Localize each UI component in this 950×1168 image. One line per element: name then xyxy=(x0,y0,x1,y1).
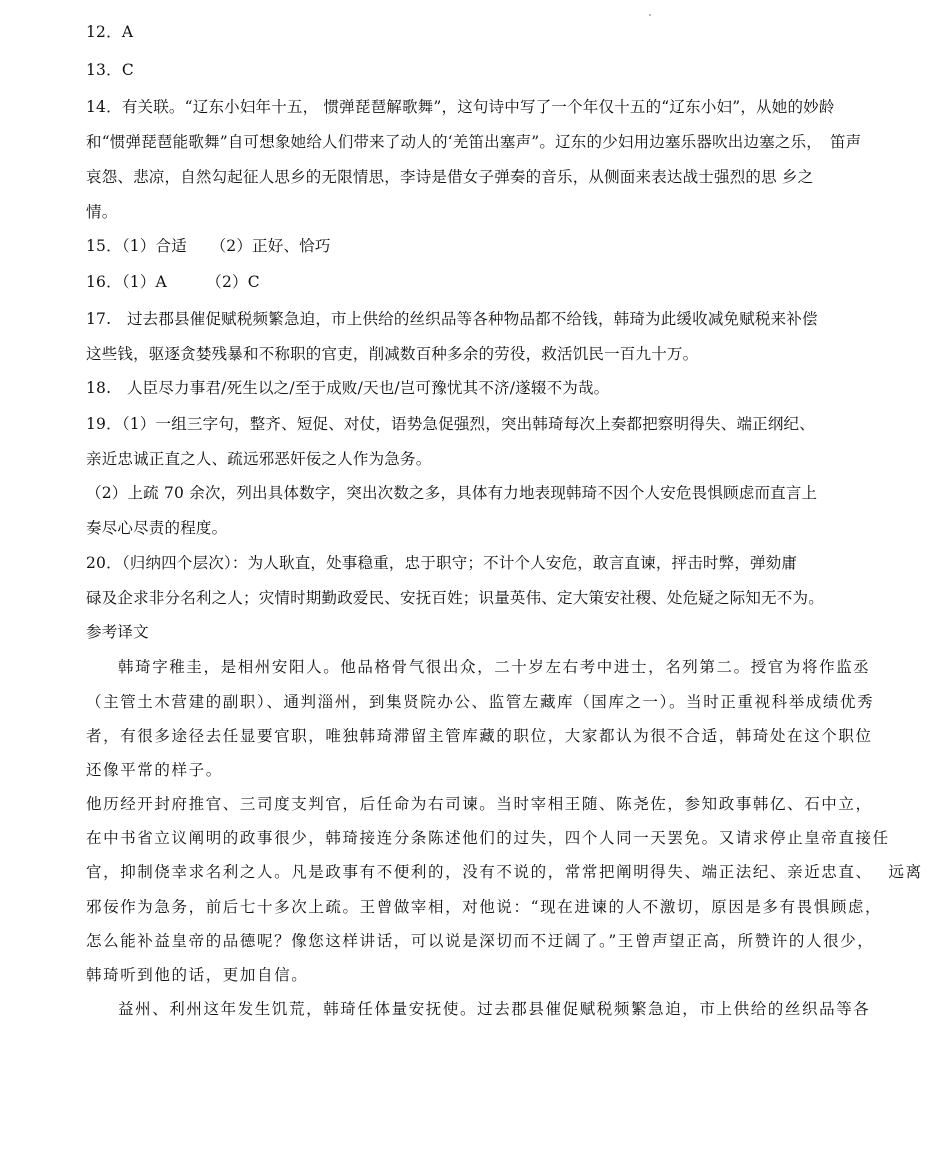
answer-17-line-2: 这些钱，驱逐贪婪残暴和不称职的官吏，削减数百种多余的劳役，救活饥民一百九十万。 xyxy=(86,345,699,363)
answer-19-line-1: 19．（1）一组三字句，整齐、短促、对仗，语势急促强烈，突出韩琦每次上奏都把察明得失、端正纲纪、 xyxy=(86,415,815,433)
answer-16: 16．（1）A （2）C xyxy=(86,273,260,291)
answer-14-line-2: 和“惯弹琵琶能歌舞”自可想象她给人们带来了动人的‘羌笛出塞声”。辽东的少妇用边塞乐器吹出边塞之乐， 笛声 xyxy=(86,133,862,151)
answer-18: 18. 人臣尽力事君/死生以之/至于成败/天也/岂可豫忧其不济/遂辍不为哉。 xyxy=(86,379,610,397)
translation-line-1: 韩琦字稚圭，是相州安阳人。他品格骨气很出众，二十岁左右考中进士，名列第二。授官为将作监丞 xyxy=(118,658,871,676)
translation-line-5: 他历经开封府推官、三司度支判官，后任命为右司谏。当时宰相王随、陈尧佐，参知政事韩亿、石中立， xyxy=(86,795,873,813)
scan-speck xyxy=(649,14,651,16)
translation-line-7: 官，抑制侥幸求名利之人。凡是政事有不便利的，没有不说的，常常把阐明得失、端正法纪、亲近忠直、 远离 xyxy=(86,863,923,881)
answer-19-line-4: 奏尽心尽责的程度。 xyxy=(86,519,228,537)
answer-12: 12．A xyxy=(86,23,134,41)
answer-13: 13．C xyxy=(86,61,134,79)
translation-line-6: 在中书省立议阐明的政事很少，韩琦接连分条陈述他们的过失，四个人同一天罢免。又请求停止皇帝直接任 xyxy=(86,829,890,847)
translation-line-8: 邪佞作为急务，前后七十多次上疏。王曾做宰相，对他说：“现在进谏的人不激切，原因是多有畏惧顾虑， xyxy=(86,898,883,916)
answer-20-line-1: 20．（归纳四个层次）：为人耿直，处事稳重，忠于职守；不计个人安危，敢言直谏，抨击时弊，弹劾庸 xyxy=(86,554,798,572)
answer-17-line-1: 17. 过去郡县催促赋税频繁急迫，市上供给的丝织品等各种物品都不给钱，韩琦为此缓收减免赋税来补偿 xyxy=(86,310,818,328)
translation-line-4: 还像平常的样子。 xyxy=(86,761,223,779)
answer-14-line-1: 14．有关联。“辽东小妇年十五， 惯弹琵琶解歌舞”，这句诗中写了一个年仅十五的“辽东小妇”，从她的妙龄 xyxy=(86,98,835,116)
translation-line-11: 益州、利州这年发生饥荒，韩琦任体量安抚使。过去郡县催促赋税频繁急迫，市上供给的丝织品等各 xyxy=(118,1000,871,1018)
translation-line-10: 韩琦听到他的话，更加自信。 xyxy=(86,966,309,984)
translation-heading: 参考译文 xyxy=(86,623,149,641)
answer-19-line-3: （2）上疏 70 余次，列出具体数字，突出次数之多，具体有力地表现韩琦不因个人安危畏惧顾虑而直言上 xyxy=(86,484,818,502)
answer-19-line-2: 亲近忠诚正直之人、疏远邪恶奸佞之人作为急务。 xyxy=(86,450,432,468)
answer-15: 15．（1）合适 （2）正好、恰巧 xyxy=(86,237,331,255)
answer-14-line-4: 情。 xyxy=(86,203,118,221)
translation-line-3: 者，有很多途径去任显要官职，唯独韩琦滞留主管库藏的职位，大家都认为很不合适，韩琦处在这个职位 xyxy=(86,727,873,745)
translation-line-2: （主管土木营建的副职）、通判淄州，到集贤院办公、监管左藏库（国库之一）。当时正重视科举成绩优秀 xyxy=(86,693,875,711)
translation-line-9: 怎么能补益皇帝的品德呢？像您这样讲话，可以说是深切而不迂阔了。”王曾声望正高，所赞许的人很少， xyxy=(86,932,875,950)
answer-20-line-2: 碌及企求非分名利之人；灾情时期勤政爱民、安抚百姓；识量英伟、定大策安社稷、处危疑之际知无不为。 xyxy=(86,589,824,607)
answer-14-line-3: 哀怨、悲凉，自然勾起征人思乡的无限情思，李诗是借女子弹奏的音乐，从侧面来表达战士强烈的思 乡之 xyxy=(86,168,814,186)
